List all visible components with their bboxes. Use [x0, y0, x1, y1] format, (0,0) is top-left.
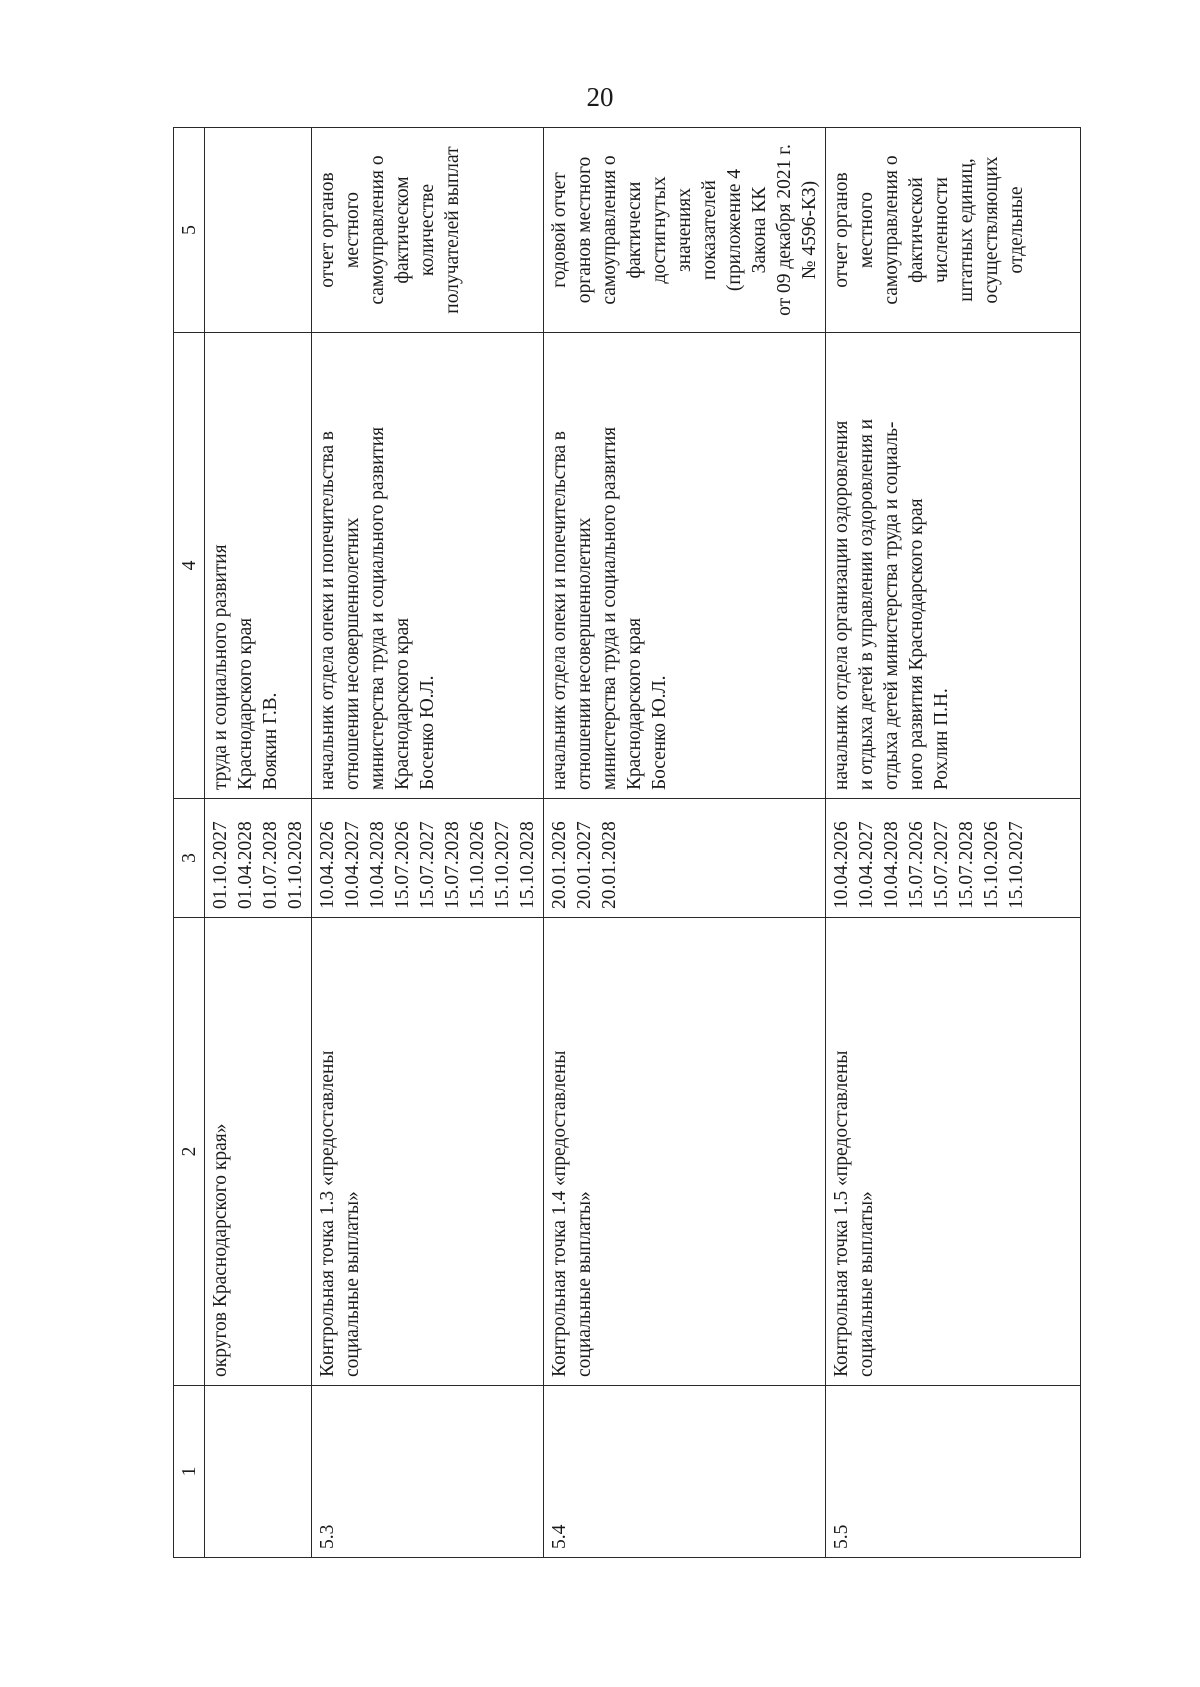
control-point-name-line: Контрольная точка 1.5 «предоставлены	[831, 1050, 852, 1377]
control-point-name-line: Контрольная точка 1.4 «предоставлены	[549, 1050, 570, 1377]
deadline-date: 15.07.2027	[417, 821, 438, 909]
report-line: самоуправления о	[881, 155, 902, 305]
responsible-person	[826, 333, 1081, 799]
header-cell-5: 5	[174, 128, 205, 333]
report-line: численности	[931, 177, 952, 284]
responsible-line: Босенко Ю.Л.	[649, 675, 670, 790]
report-line: самоуправления о	[599, 155, 620, 305]
deadline-date: 15.07.2026	[392, 821, 413, 909]
control-point-name-line: социальные выплаты»	[342, 1191, 363, 1377]
deadline-date: 10.04.2028	[367, 821, 388, 909]
report-line: получателей выплат	[442, 146, 463, 314]
report-line: штатных единиц,	[956, 158, 977, 302]
deadline-date: 01.07.2028	[260, 821, 281, 909]
report-line: осуществляющих	[981, 156, 1002, 304]
table-row	[544, 128, 826, 1558]
deadline-date: 10.04.2028	[881, 821, 902, 909]
deadline-date: 10.04.2027	[342, 821, 363, 909]
rotated-table-container	[173, 128, 1069, 1558]
report-line: фактической	[906, 177, 927, 283]
header-cell-1: 1	[174, 1386, 205, 1558]
responsible-line: Краснодарского края	[392, 618, 413, 790]
responsible-line: министерства труда и социального развития	[599, 426, 620, 790]
deadline-dates	[544, 799, 826, 918]
control-point-name	[826, 918, 1081, 1386]
row-number: 5.3	[312, 1386, 544, 1558]
responsible-line: ного развития Краснодарского края	[906, 498, 927, 790]
header-cell-2: 2	[174, 918, 205, 1386]
deadline-date: 15.07.2028	[956, 821, 977, 909]
report-document	[205, 128, 312, 333]
responsible-person	[312, 333, 544, 799]
table-row	[205, 128, 312, 1558]
responsible-line: труда и социального развития	[210, 544, 231, 790]
responsible-line: министерства труда и социального развития	[367, 426, 388, 790]
control-point-name	[312, 918, 544, 1386]
responsible-line: отдыха детей министерства труда и социаль-	[881, 421, 902, 790]
deadline-date: 15.07.2028	[442, 821, 463, 909]
report-line: достигнутых	[649, 176, 670, 284]
header-cell-3: 3	[174, 799, 205, 918]
report-line: местного	[856, 191, 877, 269]
deadline-date: 10.04.2026	[831, 821, 852, 909]
table-row	[826, 128, 1081, 1558]
deadline-dates	[205, 799, 312, 918]
responsible-line: Рохлин П.Н.	[931, 688, 952, 790]
report-line: Закона КК	[749, 186, 770, 274]
report-line: фактически	[624, 181, 645, 279]
deadline-date: 10.04.2026	[317, 821, 338, 909]
row-number: 5.5	[826, 1386, 1081, 1558]
deadline-date: 20.01.2026	[549, 821, 570, 909]
responsible-line: Краснодарского края	[235, 618, 256, 790]
report-line: значениях	[674, 187, 695, 273]
control-point-name-line: социальные выплаты»	[856, 1191, 877, 1377]
control-point-name-line: округов Краснодарского края»	[210, 1123, 231, 1377]
report-line: (приложение 4	[724, 168, 745, 292]
report-document	[826, 128, 1081, 333]
deadline-date: 15.07.2027	[931, 821, 952, 909]
deadline-date: 01.04.2028	[235, 821, 256, 909]
deadline-dates	[826, 799, 1081, 918]
report-line: отчет органов	[317, 172, 338, 288]
control-point-name	[205, 918, 312, 1386]
deadline-date: 01.10.2028	[285, 821, 306, 909]
page-number: 20	[586, 82, 614, 112]
responsible-line: Краснодарского края	[624, 618, 645, 790]
responsible-line: Воякин Г.В.	[260, 692, 281, 790]
deadline-date: 20.01.2028	[599, 821, 620, 909]
report-line: местного	[342, 191, 363, 269]
responsible-line: начальник отдела опеки и попечительства в	[549, 431, 570, 790]
deadline-date: 15.10.2028	[517, 821, 538, 909]
deadline-date: 01.10.2027	[210, 821, 231, 909]
deadline-date: 15.10.2026	[981, 821, 1002, 909]
report-line: показателей	[699, 180, 720, 280]
responsible-line: и отдыха детей в управлении оздоровления и	[856, 419, 877, 790]
control-point-name-line: социальные выплаты»	[574, 1191, 595, 1377]
responsible-line: начальник отдела опеки и попечительства в	[317, 431, 338, 790]
responsible-line: начальник отдела организации оздоровления	[831, 420, 852, 790]
deadline-date: 15.10.2027	[492, 821, 513, 909]
control-points-table	[173, 127, 1081, 1558]
report-document	[544, 128, 826, 333]
report-line: фактическом	[392, 176, 413, 284]
control-point-name-line: Контрольная точка 1.3 «предоставлены	[317, 1050, 338, 1377]
responsible-person	[544, 333, 826, 799]
table-row	[312, 128, 544, 1558]
responsible-line: отношении несовершеннолетних	[574, 517, 595, 790]
deadline-date: 20.01.2027	[574, 821, 595, 909]
report-line: органов местного	[574, 156, 595, 304]
responsible-line: отношении несовершеннолетних	[342, 517, 363, 790]
row-number: 5.4	[544, 1386, 826, 1558]
deadline-date: 15.10.2026	[467, 821, 488, 909]
report-line: отдельные	[1006, 186, 1027, 274]
deadline-date: 10.04.2027	[856, 821, 877, 909]
report-line: от 09 декабря 2021 г.	[774, 144, 795, 316]
report-line: годовой отчет	[549, 172, 570, 288]
row-number	[205, 1386, 312, 1558]
table-header-row	[174, 128, 205, 1558]
control-point-name	[544, 918, 826, 1386]
report-line: самоуправления о	[367, 155, 388, 305]
report-line: № 4596-КЗ)	[799, 180, 820, 280]
report-line: отчет органов	[831, 172, 852, 288]
responsible-line: Босенко Ю.Л.	[417, 675, 438, 790]
report-document	[312, 128, 544, 333]
report-line: количестве	[417, 184, 438, 277]
deadline-date: 15.10.2027	[1006, 821, 1027, 909]
deadline-dates	[312, 799, 544, 918]
deadline-date: 15.07.2026	[906, 821, 927, 909]
header-cell-4: 4	[174, 333, 205, 799]
responsible-person	[205, 333, 312, 799]
